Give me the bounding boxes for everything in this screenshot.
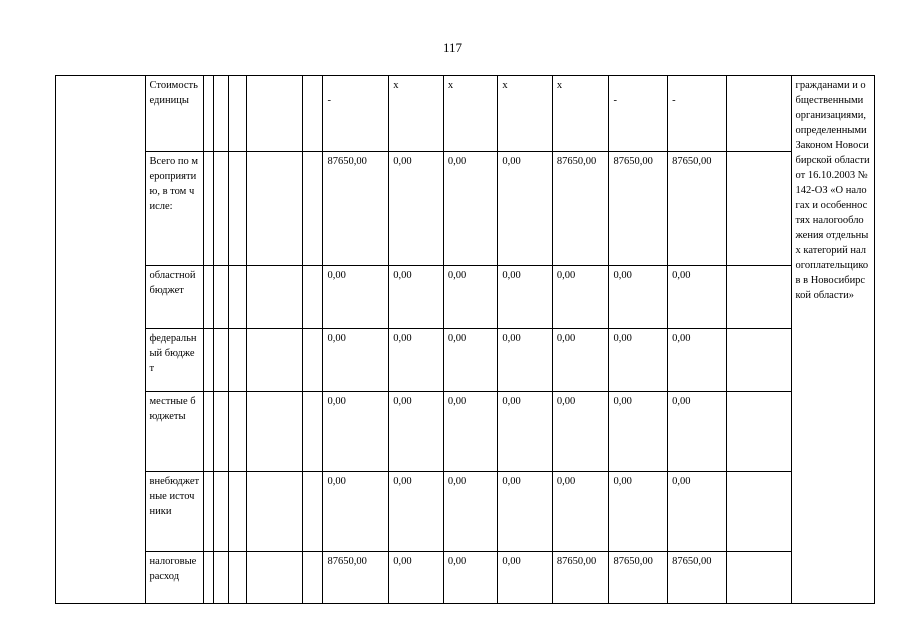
row-label: внебюджетные источники xyxy=(145,472,204,552)
value-cell: 0,00 xyxy=(498,392,553,472)
value-cell: 87650,00 xyxy=(552,552,609,604)
value-cell: 0,00 xyxy=(668,266,727,329)
empty-cell xyxy=(247,76,303,152)
value-cell: 0,00 xyxy=(443,152,498,266)
value-cell: 0,00 xyxy=(552,266,609,329)
empty-cell xyxy=(228,76,247,152)
empty-cell xyxy=(726,552,791,604)
value-cell: х xyxy=(498,76,553,152)
row-label: Стоимость единицы xyxy=(145,76,204,152)
empty-cell xyxy=(214,392,228,472)
value-cell: 0,00 xyxy=(552,472,609,552)
value-cell: 0,00 xyxy=(443,392,498,472)
empty-cell xyxy=(204,76,214,152)
table-row xyxy=(56,552,875,604)
table-row xyxy=(56,329,875,392)
page-number: 117 xyxy=(442,40,463,55)
value-cell: 87650,00 xyxy=(323,152,389,266)
empty-cell xyxy=(247,472,303,552)
row-label: налоговые расход xyxy=(145,552,204,604)
value-cell: 0,00 xyxy=(323,392,389,472)
value-cell: 0,00 xyxy=(498,552,553,604)
table-row xyxy=(56,392,875,472)
empty-cell xyxy=(228,266,247,329)
empty-cell xyxy=(726,392,791,472)
table-row xyxy=(56,266,875,329)
empty-cell xyxy=(726,152,791,266)
row-label: федеральный бюджет xyxy=(145,329,204,392)
value-cell: 0,00 xyxy=(498,329,553,392)
value-cell: 0,00 xyxy=(498,152,553,266)
value-cell: 0,00 xyxy=(389,552,444,604)
value-cell: 0,00 xyxy=(552,392,609,472)
value-cell: 0,00 xyxy=(668,472,727,552)
empty-cell xyxy=(302,329,323,392)
value-cell: 0,00 xyxy=(609,329,668,392)
value-cell: 0,00 xyxy=(609,472,668,552)
value-cell: х xyxy=(443,76,498,152)
empty-cell xyxy=(228,152,247,266)
empty-cell xyxy=(302,472,323,552)
value-cell: 0,00 xyxy=(552,329,609,392)
value-cell: 0,00 xyxy=(668,392,727,472)
value-cell: - xyxy=(668,76,727,152)
value-cell: 0,00 xyxy=(389,392,444,472)
value-cell: 0,00 xyxy=(498,266,553,329)
value-cell: 0,00 xyxy=(443,552,498,604)
empty-cell xyxy=(726,329,791,392)
empty-cell xyxy=(204,329,214,392)
empty-cell xyxy=(204,152,214,266)
empty-cell xyxy=(228,392,247,472)
value-cell: 87650,00 xyxy=(668,152,727,266)
empty-cell xyxy=(302,76,323,152)
table-row xyxy=(56,472,875,552)
value-cell: 0,00 xyxy=(323,266,389,329)
value-cell: 87650,00 xyxy=(609,152,668,266)
empty-cell xyxy=(302,552,323,604)
empty-cell xyxy=(228,472,247,552)
empty-cell xyxy=(214,152,228,266)
row-label: Всего по мероприятию, в том числе: xyxy=(145,152,204,266)
value-cell: 0,00 xyxy=(323,329,389,392)
value-cell: 0,00 xyxy=(443,266,498,329)
value-cell: - xyxy=(609,76,668,152)
value-cell: 0,00 xyxy=(389,266,444,329)
value-cell: 0,00 xyxy=(323,472,389,552)
value-cell: 87650,00 xyxy=(552,152,609,266)
value-cell: 0,00 xyxy=(389,152,444,266)
value-cell: 87650,00 xyxy=(668,552,727,604)
note-cell: гражданами и общественными организациями, определенными Законом Новосибирской области от 16.10.2003 № 142-ОЗ «О налогах и особенностях налогообложения отдельных категорий налогоплательщиков в Новосибирской области» xyxy=(791,76,874,604)
empty-cell xyxy=(204,472,214,552)
empty-cell xyxy=(214,76,228,152)
empty-cell xyxy=(302,392,323,472)
value-cell: 0,00 xyxy=(609,266,668,329)
empty-cell xyxy=(302,152,323,266)
value-cell: 0,00 xyxy=(609,392,668,472)
empty-cell xyxy=(247,152,303,266)
value-cell: 87650,00 xyxy=(609,552,668,604)
empty-cell xyxy=(204,552,214,604)
value-cell: - xyxy=(323,76,389,152)
empty-cell xyxy=(204,266,214,329)
empty-cell xyxy=(247,329,303,392)
value-cell: 0,00 xyxy=(443,329,498,392)
budget-table xyxy=(55,75,875,604)
table-body xyxy=(56,76,875,604)
empty-cell xyxy=(726,472,791,552)
empty-cell xyxy=(214,266,228,329)
empty-cell xyxy=(726,266,791,329)
value-cell: 0,00 xyxy=(498,472,553,552)
value-cell: 0,00 xyxy=(389,472,444,552)
value-cell: 0,00 xyxy=(668,329,727,392)
row-group-cell xyxy=(56,76,146,604)
value-cell: 87650,00 xyxy=(323,552,389,604)
value-cell: х xyxy=(552,76,609,152)
empty-cell xyxy=(726,76,791,152)
table-row xyxy=(56,152,875,266)
empty-cell xyxy=(214,472,228,552)
empty-cell xyxy=(247,392,303,472)
empty-cell xyxy=(228,329,247,392)
row-label: местные бюджеты xyxy=(145,392,204,472)
row-label: областной бюджет xyxy=(145,266,204,329)
empty-cell xyxy=(204,392,214,472)
empty-cell xyxy=(214,552,228,604)
value-cell: 0,00 xyxy=(389,329,444,392)
empty-cell xyxy=(302,266,323,329)
empty-cell xyxy=(214,329,228,392)
value-cell: 0,00 xyxy=(443,472,498,552)
empty-cell xyxy=(247,552,303,604)
table-row xyxy=(56,76,875,152)
value-cell: х xyxy=(389,76,444,152)
empty-cell xyxy=(247,266,303,329)
empty-cell xyxy=(228,552,247,604)
